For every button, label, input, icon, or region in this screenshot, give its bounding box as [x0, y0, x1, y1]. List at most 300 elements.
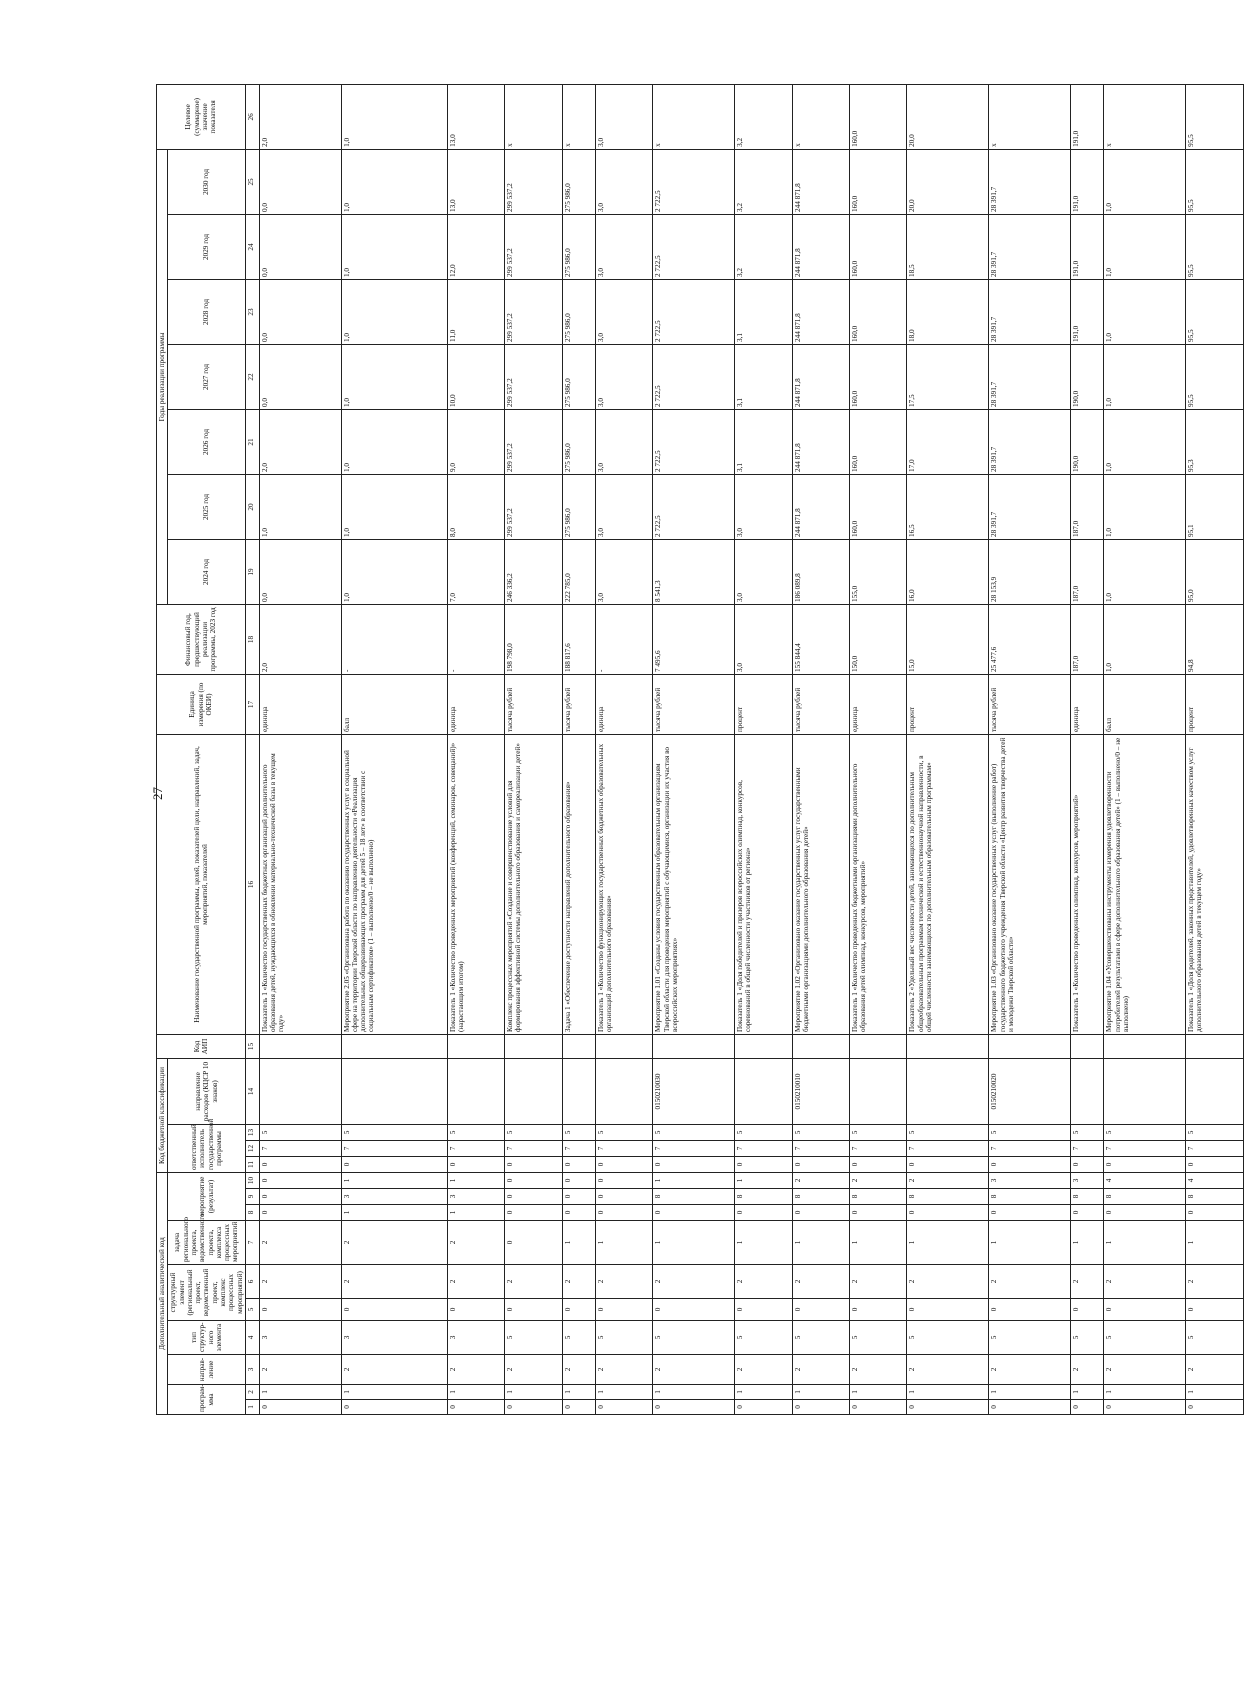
analytic-code-cell: 0 — [735, 1400, 792, 1415]
aip-cell — [653, 1034, 735, 1058]
year-value-cell: 2 722,5 — [653, 279, 735, 344]
unit-cell: тысяча рублей — [505, 674, 562, 734]
analytic-code-cell: 5 — [1104, 1321, 1186, 1355]
analytic-code-cell: 1 — [562, 1385, 595, 1400]
year-value-cell: 160,0 — [850, 344, 907, 409]
analytic-code-cell: 5 — [1071, 1321, 1104, 1355]
hdr-struct-element: структурный элемент (региональный проект, ведомственный проект, комплекс процессных мероприятий) — [168, 1265, 246, 1321]
analytic-code-cell: 1 — [653, 1172, 735, 1188]
year-value-cell: 299 537,2 — [505, 344, 562, 409]
analytic-code-cell: 0 — [989, 1299, 1071, 1321]
year-value-cell: 275 986,0 — [562, 214, 595, 279]
analytic-code-cell: 0 — [505, 1172, 562, 1188]
year-value-cell: 3,0 — [595, 474, 652, 539]
analytic-code-cell: 1 — [653, 1385, 735, 1400]
aip-cell — [341, 1034, 447, 1058]
year-value-cell: 2 722,5 — [653, 409, 735, 474]
year-value-cell: 28 391,7 — [989, 149, 1071, 214]
analytic-code-cell: 0 — [505, 1221, 562, 1265]
analytic-code-cell: 0 — [1186, 1156, 1244, 1172]
analytic-code-cell: 0 — [735, 1299, 792, 1321]
table-row — [562, 84, 595, 1414]
table-row — [341, 84, 447, 1414]
target-cell: x — [1104, 84, 1186, 149]
analytic-code-cell: 8 — [1104, 1189, 1186, 1205]
year-value-cell: 12,0 — [447, 214, 504, 279]
analytic-code-cell: 5 — [907, 1124, 989, 1140]
analytic-code-cell: 3 — [259, 1321, 341, 1355]
column-index-cell: 15 — [245, 1034, 259, 1058]
year-value-cell: 28 391,7 — [989, 474, 1071, 539]
target-cell: x — [989, 84, 1071, 149]
column-index-cell: 18 — [245, 604, 259, 674]
year-value-cell: 16,5 — [907, 474, 989, 539]
analytic-code-cell: 0 — [1104, 1400, 1186, 1415]
analytic-code-cell: 2 — [989, 1265, 1071, 1299]
analytic-code-cell: 2 — [1186, 1265, 1244, 1299]
analytic-code-cell: 1 — [1071, 1385, 1104, 1400]
analytic-code-cell: 0 — [653, 1205, 735, 1221]
analytic-code-cell: 0 — [735, 1156, 792, 1172]
analytic-code-cell: 0 — [562, 1156, 595, 1172]
year-value-cell: 299 537,2 — [505, 214, 562, 279]
analytic-code-cell: 0 — [259, 1205, 341, 1221]
analytic-code-cell: 0 — [447, 1400, 504, 1415]
kcsr-cell: 0150210020 — [989, 1058, 1071, 1124]
hdr-year-2030: 2030 год — [168, 149, 246, 214]
analytic-code-cell: 5 — [505, 1124, 562, 1140]
analytic-code-cell: 0 — [1071, 1299, 1104, 1321]
analytic-code-cell: 0 — [595, 1400, 652, 1415]
year-value-cell: 0,0 — [259, 539, 341, 604]
analytic-code-cell: 5 — [735, 1124, 792, 1140]
year-value-cell: 275 986,0 — [562, 474, 595, 539]
analytic-code-cell: 3 — [989, 1172, 1071, 1188]
analytic-code-cell: 0 — [1186, 1400, 1244, 1415]
year-value-cell: 0,0 — [259, 149, 341, 214]
year-value-cell: 17,0 — [907, 409, 989, 474]
column-index-cell: 4 — [245, 1321, 259, 1355]
column-index-cell: 23 — [245, 279, 259, 344]
table-row — [1104, 84, 1186, 1414]
year-value-cell: 1,0 — [1104, 474, 1186, 539]
hdr-program: програм-мма — [168, 1385, 246, 1415]
kcsr-cell — [907, 1058, 989, 1124]
analytic-code-cell: 0 — [1104, 1205, 1186, 1221]
analytic-code-cell: 1 — [447, 1385, 504, 1400]
column-index-cell: 14 — [245, 1058, 259, 1124]
analytic-code-cell: 1 — [595, 1221, 652, 1265]
target-cell: x — [792, 84, 849, 149]
analytic-code-cell: 0 — [562, 1400, 595, 1415]
analytic-code-cell: 1 — [1071, 1221, 1104, 1265]
hdr-year-2027: 2027 год — [168, 344, 246, 409]
analytic-code-cell: 1 — [447, 1172, 504, 1188]
year-value-cell: 191,0 — [1071, 149, 1104, 214]
analytic-code-cell: 0 — [1071, 1400, 1104, 1415]
table-row — [735, 84, 792, 1414]
analytic-code-cell: 0 — [989, 1156, 1071, 1172]
analytic-code-cell: 0 — [653, 1156, 735, 1172]
fin-year-cell: 1,0 — [1104, 604, 1186, 674]
year-value-cell: 3,0 — [595, 409, 652, 474]
analytic-code-cell: 1 — [989, 1221, 1071, 1265]
analytic-code-cell: 2 — [850, 1265, 907, 1299]
analytic-code-cell: 1 — [907, 1221, 989, 1265]
analytic-code-cell: 4 — [1186, 1172, 1244, 1188]
year-value-cell: 160,0 — [850, 409, 907, 474]
analytic-code-cell: 2 — [735, 1355, 792, 1385]
table-row — [792, 84, 849, 1414]
year-value-cell: 3,0 — [595, 149, 652, 214]
analytic-code-cell: 3 — [341, 1189, 447, 1205]
analytic-code-cell: 0 — [447, 1299, 504, 1321]
year-value-cell: 222 785,0 — [562, 539, 595, 604]
hdr-name: Наименование государственной программы, целей, показателей цели, направлений, задач, мероприятий, показателей — [157, 734, 246, 1034]
table-row — [1186, 84, 1244, 1414]
rotated-table-container — [156, 97, 1204, 1415]
table-row — [907, 84, 989, 1414]
analytic-code-cell: 2 — [989, 1355, 1071, 1385]
analytic-code-cell: 5 — [907, 1321, 989, 1355]
analytic-code-cell: 2 — [505, 1355, 562, 1385]
year-value-cell: 244 871,8 — [792, 214, 849, 279]
column-index-cell: 16 — [245, 734, 259, 1034]
year-value-cell: 187,0 — [1071, 474, 1104, 539]
target-cell: 191,0 — [1071, 84, 1104, 149]
hdr-analytic-code: Дополнительный аналитический код — [157, 1172, 168, 1414]
analytic-code-cell: 1 — [735, 1172, 792, 1188]
analytic-code-cell: 5 — [850, 1124, 907, 1140]
hdr-budget-code: Код бюджетной классификации — [157, 1058, 168, 1172]
analytic-code-cell: 5 — [1104, 1124, 1186, 1140]
analytic-code-cell: 2 — [850, 1172, 907, 1188]
kcsr-cell — [850, 1058, 907, 1124]
analytic-code-cell: 1 — [341, 1385, 447, 1400]
year-value-cell: 3,1 — [735, 409, 792, 474]
year-value-cell: 17,5 — [907, 344, 989, 409]
column-index-cell: 6 — [245, 1265, 259, 1299]
analytic-code-cell: 1 — [850, 1385, 907, 1400]
column-index-cell: 22 — [245, 344, 259, 409]
unit-cell: единица — [447, 674, 504, 734]
name-cell: Задача 1 «Обеспечение доступности направлений дополнительного образования» — [562, 734, 595, 1034]
analytic-code-cell: 0 — [259, 1189, 341, 1205]
analytic-code-cell: 0 — [989, 1205, 1071, 1221]
analytic-code-cell: 7 — [989, 1140, 1071, 1156]
analytic-code-cell: 0 — [653, 1299, 735, 1321]
table-row — [653, 84, 735, 1414]
analytic-code-cell: 5 — [1186, 1321, 1244, 1355]
program-table — [156, 84, 1244, 1415]
analytic-code-cell: 1 — [595, 1385, 652, 1400]
year-value-cell: 275 986,0 — [562, 409, 595, 474]
analytic-code-cell: 5 — [341, 1124, 447, 1140]
column-index-cell: 1 — [245, 1400, 259, 1415]
analytic-code-cell: 0 — [595, 1205, 652, 1221]
analytic-code-cell: 4 — [1104, 1172, 1186, 1188]
analytic-code-cell: 2 — [1186, 1355, 1244, 1385]
analytic-code-cell: 1 — [792, 1385, 849, 1400]
column-index-cell: 24 — [245, 214, 259, 279]
name-cell: Показатель 1 «Количество проведенных мероприятий (конференций, семинаров, совещаний)» (нарастающим итогом) — [447, 734, 504, 1034]
page-number: 27 — [150, 787, 165, 800]
year-value-cell: 160,0 — [850, 474, 907, 539]
hdr-target: Целевое (суммарное) значение показателя — [157, 84, 246, 149]
kcsr-cell — [447, 1058, 504, 1124]
name-cell: Мероприятие 1.01 «Созданы условия государственным образовательным организациям Тверской области для проведения мероприятий с обучающимися, организации их участия во всероссийских мероприятиях» — [653, 734, 735, 1034]
aip-cell — [792, 1034, 849, 1058]
year-value-cell: 10,0 — [447, 344, 504, 409]
table-row — [1071, 84, 1104, 1414]
aip-cell — [907, 1034, 989, 1058]
year-value-cell: 275 986,0 — [562, 279, 595, 344]
analytic-code-cell: 0 — [341, 1156, 447, 1172]
year-value-cell: 155,0 — [850, 539, 907, 604]
analytic-code-cell: 2 — [653, 1355, 735, 1385]
hdr-unit: Единица измерения (по ОКЕИ) — [157, 674, 246, 734]
analytic-code-cell: 0 — [907, 1299, 989, 1321]
fin-year-cell: - — [447, 604, 504, 674]
analytic-code-cell: 5 — [792, 1321, 849, 1355]
name-cell: Показатель 1 «Количество проведенных олимпиад, конкурсов, мероприятий» — [1071, 734, 1104, 1034]
year-value-cell: 2 722,5 — [653, 149, 735, 214]
unit-cell: балл — [1104, 674, 1186, 734]
analytic-code-cell: 0 — [447, 1156, 504, 1172]
table-row — [505, 84, 562, 1414]
analytic-code-cell: 0 — [341, 1400, 447, 1415]
analytic-code-cell: 0 — [505, 1205, 562, 1221]
target-cell: 3,0 — [595, 84, 652, 149]
hdr-struct-type: тип структур-ного элемента — [168, 1321, 246, 1355]
year-value-cell: 299 537,2 — [505, 474, 562, 539]
analytic-code-cell: 5 — [562, 1124, 595, 1140]
target-cell: 1,0 — [341, 84, 447, 149]
aip-cell — [989, 1034, 1071, 1058]
analytic-code-cell: 8 — [850, 1189, 907, 1205]
year-value-cell: 0,0 — [259, 344, 341, 409]
analytic-code-cell: 8 — [1071, 1189, 1104, 1205]
analytic-code-cell: 7 — [907, 1140, 989, 1156]
analytic-code-cell: 1 — [989, 1385, 1071, 1400]
column-index-cell: 8 — [245, 1205, 259, 1221]
year-value-cell: 95,5 — [1186, 214, 1244, 279]
year-value-cell: 3,0 — [595, 539, 652, 604]
analytic-code-cell: 1 — [735, 1385, 792, 1400]
target-cell: 160,0 — [850, 84, 907, 149]
year-value-cell: 28 391,7 — [989, 344, 1071, 409]
fin-year-cell: 7 495,6 — [653, 604, 735, 674]
year-value-cell: 187,0 — [1071, 539, 1104, 604]
year-value-cell: 1,0 — [1104, 344, 1186, 409]
analytic-code-cell: 1 — [907, 1385, 989, 1400]
year-value-cell: 28 391,7 — [989, 409, 1071, 474]
name-cell: Показатель 1 «Количество функционирующих государственных бюджетных образовательных организаций дополнительного образования» — [595, 734, 652, 1034]
analytic-code-cell: 1 — [562, 1221, 595, 1265]
analytic-code-cell: 2 — [907, 1172, 989, 1188]
kcsr-cell — [1104, 1058, 1186, 1124]
analytic-code-cell: 0 — [850, 1299, 907, 1321]
analytic-code-cell: 2 — [259, 1265, 341, 1299]
name-cell: Мероприятие 1.03 «Организовано оказание государственных услуг (выполнение работ) государственного бюджетного учреждения Тверской области «Центр развития творчества детей и молодежи Тверской области» — [989, 734, 1071, 1034]
analytic-code-cell: 2 — [595, 1355, 652, 1385]
year-value-cell: 244 871,8 — [792, 279, 849, 344]
year-value-cell: 160,0 — [850, 279, 907, 344]
analytic-code-cell: 2 — [1071, 1265, 1104, 1299]
unit-cell: процент — [735, 674, 792, 734]
analytic-code-cell: 8 — [907, 1189, 989, 1205]
fin-year-cell: 150,0 — [850, 604, 907, 674]
analytic-code-cell: 1 — [447, 1205, 504, 1221]
analytic-code-cell: 1 — [341, 1205, 447, 1221]
analytic-code-cell: 2 — [595, 1265, 652, 1299]
analytic-code-cell: 2 — [792, 1265, 849, 1299]
year-value-cell: 1,0 — [341, 474, 447, 539]
fin-year-cell: 198 798,0 — [505, 604, 562, 674]
analytic-code-cell: 7 — [505, 1140, 562, 1156]
analytic-code-cell: 2 — [1071, 1355, 1104, 1385]
name-cell: Показатель 1 «Количество государственных бюджетных организаций дополнительного образования детей, нуждающихся в обновлении материально-технической базы в текущем году» — [259, 734, 341, 1034]
analytic-code-cell: 1 — [341, 1172, 447, 1188]
analytic-code-cell: 5 — [595, 1321, 652, 1355]
analytic-code-cell: 3 — [447, 1321, 504, 1355]
name-cell: Комплекс процессных мероприятий «Создание и совершенствование условий для формирования эффективной системы дополнительного образования и самореализации детей» — [505, 734, 562, 1034]
analytic-code-cell: 3 — [447, 1189, 504, 1205]
column-index-cell: 21 — [245, 409, 259, 474]
year-value-cell: 1,0 — [1104, 409, 1186, 474]
analytic-code-cell: 2 — [1104, 1355, 1186, 1385]
analytic-code-cell: 0 — [595, 1172, 652, 1188]
year-value-cell: 1,0 — [1104, 539, 1186, 604]
analytic-code-cell: 7 — [792, 1140, 849, 1156]
analytic-code-cell: 1 — [653, 1221, 735, 1265]
analytic-code-cell: 2 — [259, 1221, 341, 1265]
analytic-code-cell: 0 — [792, 1156, 849, 1172]
analytic-code-cell: 0 — [562, 1172, 595, 1188]
analytic-code-cell: 5 — [653, 1321, 735, 1355]
analytic-code-cell: 0 — [1186, 1205, 1244, 1221]
column-index-cell: 9 — [245, 1189, 259, 1205]
analytic-code-cell: 7 — [259, 1140, 341, 1156]
fin-year-cell: 15,0 — [907, 604, 989, 674]
analytic-code-cell: 0 — [505, 1189, 562, 1205]
target-cell: 95,5 — [1186, 84, 1244, 149]
analytic-code-cell: 0 — [850, 1400, 907, 1415]
aip-cell — [447, 1034, 504, 1058]
analytic-code-cell: 2 — [850, 1355, 907, 1385]
hdr-years-group: Годы реализации программы — [157, 149, 168, 604]
analytic-code-cell: 7 — [653, 1140, 735, 1156]
analytic-code-cell: 0 — [792, 1299, 849, 1321]
name-cell: Показатель 1 «Доля родителей, законных представителей, удовлетворенных качеством услуг дополнительного образования детей в текущем году» — [1186, 734, 1244, 1034]
year-value-cell: 16,0 — [907, 539, 989, 604]
year-value-cell: 95,1 — [1186, 474, 1244, 539]
analytic-code-cell: 8 — [1186, 1189, 1244, 1205]
fin-year-cell: - — [595, 604, 652, 674]
analytic-code-cell: 1 — [850, 1221, 907, 1265]
analytic-code-cell: 2 — [1104, 1265, 1186, 1299]
hdr-year-2026: 2026 год — [168, 409, 246, 474]
analytic-code-cell: 5 — [447, 1124, 504, 1140]
analytic-code-cell: 0 — [735, 1205, 792, 1221]
analytic-code-cell: 2 — [505, 1265, 562, 1299]
analytic-code-cell: 0 — [259, 1172, 341, 1188]
kcsr-cell — [735, 1058, 792, 1124]
table-row — [447, 84, 504, 1414]
analytic-code-cell: 7 — [850, 1140, 907, 1156]
column-index-cell: 7 — [245, 1221, 259, 1265]
analytic-code-cell: 0 — [1186, 1299, 1244, 1321]
year-value-cell: 3,2 — [735, 214, 792, 279]
unit-cell: балл — [341, 674, 447, 734]
analytic-code-cell: 0 — [595, 1299, 652, 1321]
analytic-code-cell: 2 — [447, 1221, 504, 1265]
name-cell: Показатель 1 «Доля победителей и призеров всероссийских олимпиад, конкурсов, соревнований в общей численности участников от региона» — [735, 734, 792, 1034]
analytic-code-cell: 5 — [989, 1321, 1071, 1355]
year-value-cell: 28 391,7 — [989, 279, 1071, 344]
hdr-aip-code: Код АИП — [157, 1034, 246, 1058]
column-index-cell: 20 — [245, 474, 259, 539]
year-value-cell: 8 541,3 — [653, 539, 735, 604]
kcsr-cell — [1071, 1058, 1104, 1124]
year-value-cell: 3,1 — [735, 279, 792, 344]
analytic-code-cell: 0 — [792, 1400, 849, 1415]
aip-cell — [595, 1034, 652, 1058]
analytic-code-cell: 5 — [792, 1124, 849, 1140]
unit-cell: единица — [1071, 674, 1104, 734]
analytic-code-cell: 2 — [341, 1265, 447, 1299]
analytic-code-cell: 2 — [907, 1355, 989, 1385]
fin-year-cell: 2,0 — [259, 604, 341, 674]
analytic-code-cell: 8 — [792, 1189, 849, 1205]
year-value-cell: 1,0 — [341, 344, 447, 409]
analytic-code-cell: 8 — [989, 1189, 1071, 1205]
target-cell: x — [562, 84, 595, 149]
kcsr-cell — [505, 1058, 562, 1124]
year-value-cell: 28 391,7 — [989, 214, 1071, 279]
column-index-cell: 13 — [245, 1124, 259, 1140]
year-value-cell: 7,0 — [447, 539, 504, 604]
year-value-cell: 1,0 — [259, 474, 341, 539]
year-value-cell: 191,0 — [1071, 214, 1104, 279]
analytic-code-cell: 0 — [341, 1299, 447, 1321]
table-row — [595, 84, 652, 1414]
analytic-code-cell: 0 — [562, 1299, 595, 1321]
year-value-cell: 95,5 — [1186, 344, 1244, 409]
fin-year-cell: 187,0 — [1071, 604, 1104, 674]
column-index-cell: 12 — [245, 1140, 259, 1156]
year-value-cell: 191,0 — [1071, 279, 1104, 344]
analytic-code-cell: 5 — [595, 1124, 652, 1140]
fin-year-cell: 25 477,6 — [989, 604, 1071, 674]
year-value-cell: 95,5 — [1186, 279, 1244, 344]
fin-year-cell: 94,8 — [1186, 604, 1244, 674]
year-value-cell: 299 537,2 — [505, 279, 562, 344]
unit-cell: тысяча рублей — [653, 674, 735, 734]
analytic-code-cell: 5 — [505, 1321, 562, 1355]
year-value-cell: 1,0 — [341, 279, 447, 344]
analytic-code-cell: 0 — [259, 1156, 341, 1172]
year-value-cell: 2 722,5 — [653, 474, 735, 539]
column-index-cell: 2 — [245, 1385, 259, 1400]
target-cell: 3,2 — [735, 84, 792, 149]
hdr-year-2029: 2029 год — [168, 214, 246, 279]
analytic-code-cell: 7 — [562, 1140, 595, 1156]
year-value-cell: 299 537,2 — [505, 149, 562, 214]
analytic-code-cell: 1 — [1104, 1221, 1186, 1265]
column-index-cell: 25 — [245, 149, 259, 214]
kcsr-cell: 0150210010 — [792, 1058, 849, 1124]
